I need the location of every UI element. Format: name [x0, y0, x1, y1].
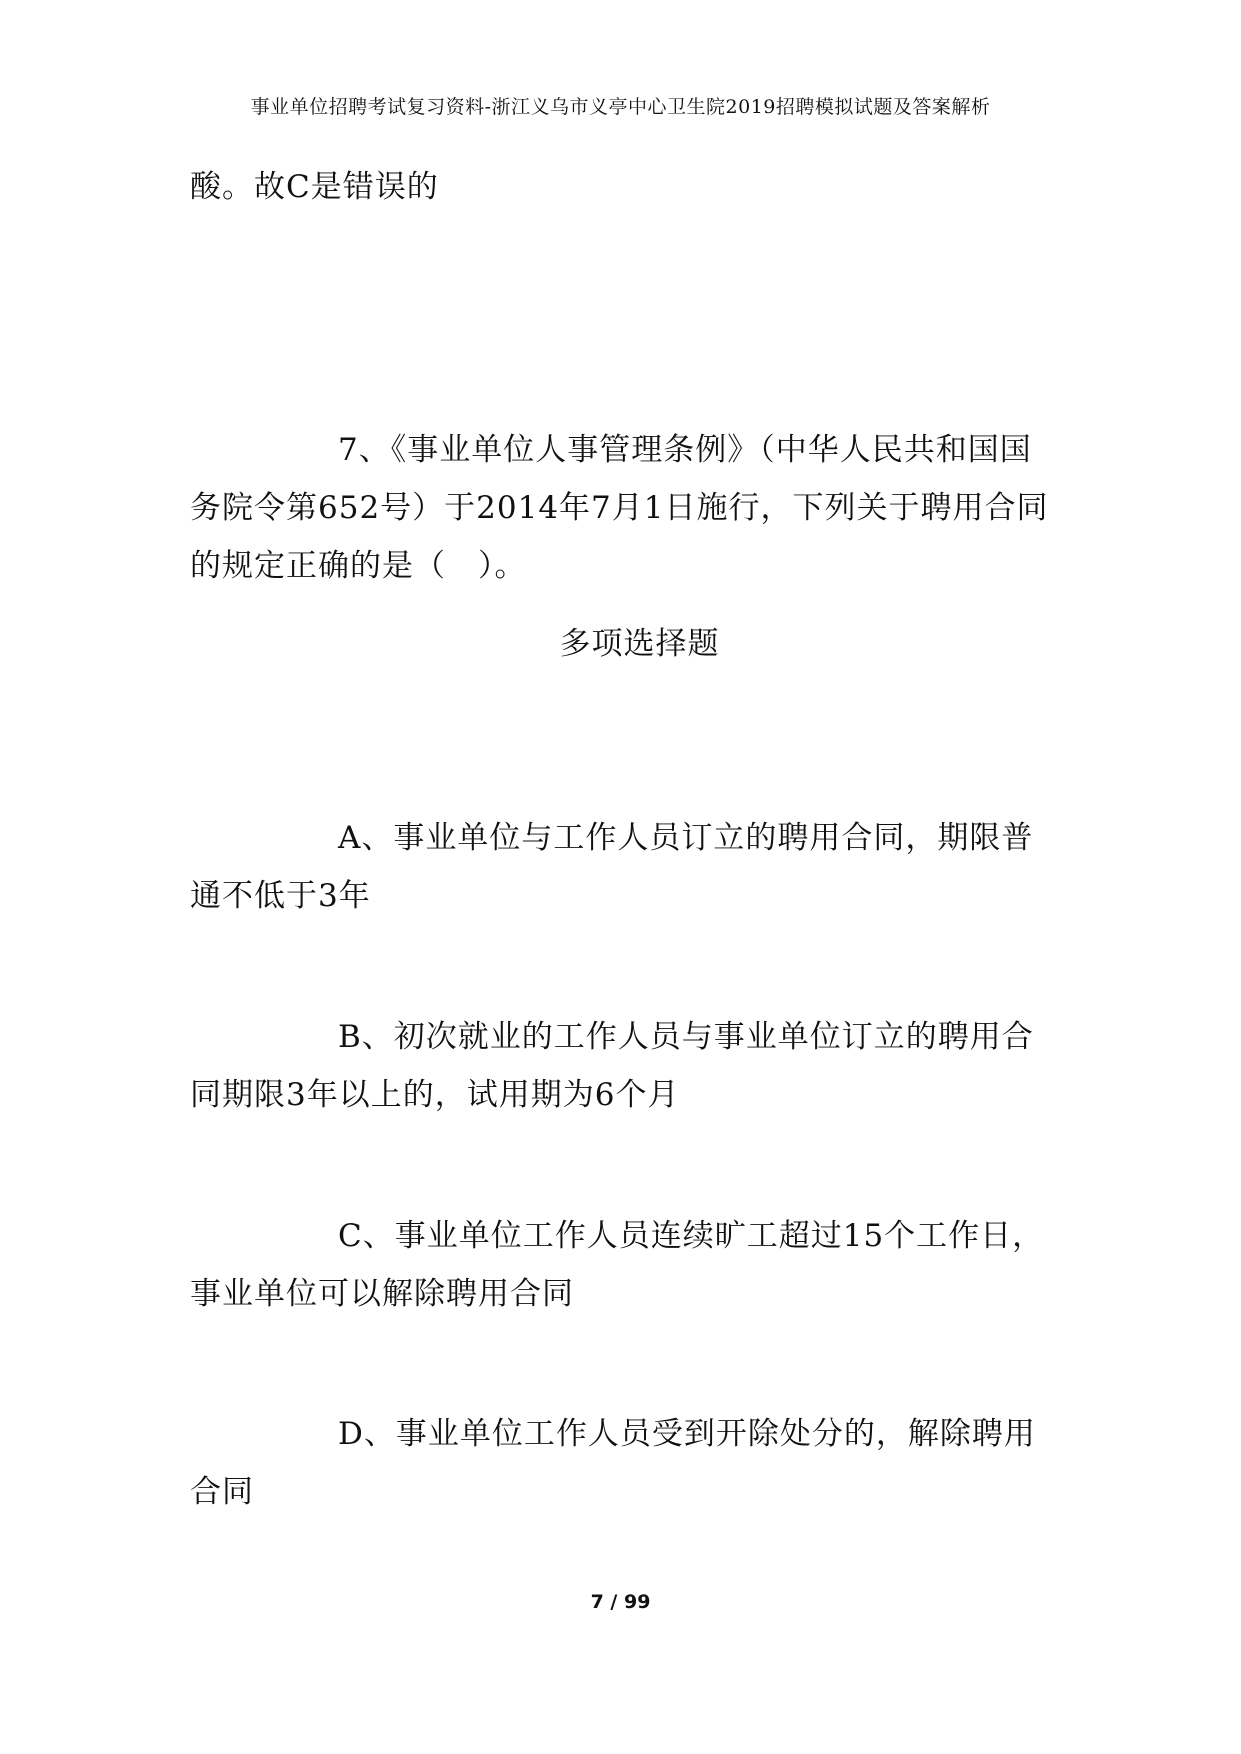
question-text: 7、《事业单位人事管理条例》（中华人民共和国国务院令第652号）于2014年7月1日施行，下列关于聘用合同的规定正确的是（ ）。	[190, 432, 1049, 584]
page-number: 7 / 99	[590, 1591, 651, 1613]
question-type-label: 多项选择题	[559, 626, 720, 662]
option-d: D、事业单位工作人员受到开除处分的，解除聘用合同	[190, 1416, 1036, 1510]
carryover-text: 酸。故C是错误的	[190, 169, 439, 205]
option-c: C、事业单位工作人员连续旷工超过15个工作日，事业单位可以解除聘用合同	[190, 1218, 1045, 1312]
option-b: B、初次就业的工作人员与事业单位订立的聘用合同期限3年以上的，试用期为6个月	[190, 1019, 1034, 1113]
option-a: A、事业单位与工作人员订立的聘用合同，期限普通不低于3年	[190, 820, 1034, 914]
page-header: 事业单位招聘考试复习资料-浙江义乌市义亭中心卫生院2019招聘模拟试题及答案解析	[250, 96, 991, 118]
